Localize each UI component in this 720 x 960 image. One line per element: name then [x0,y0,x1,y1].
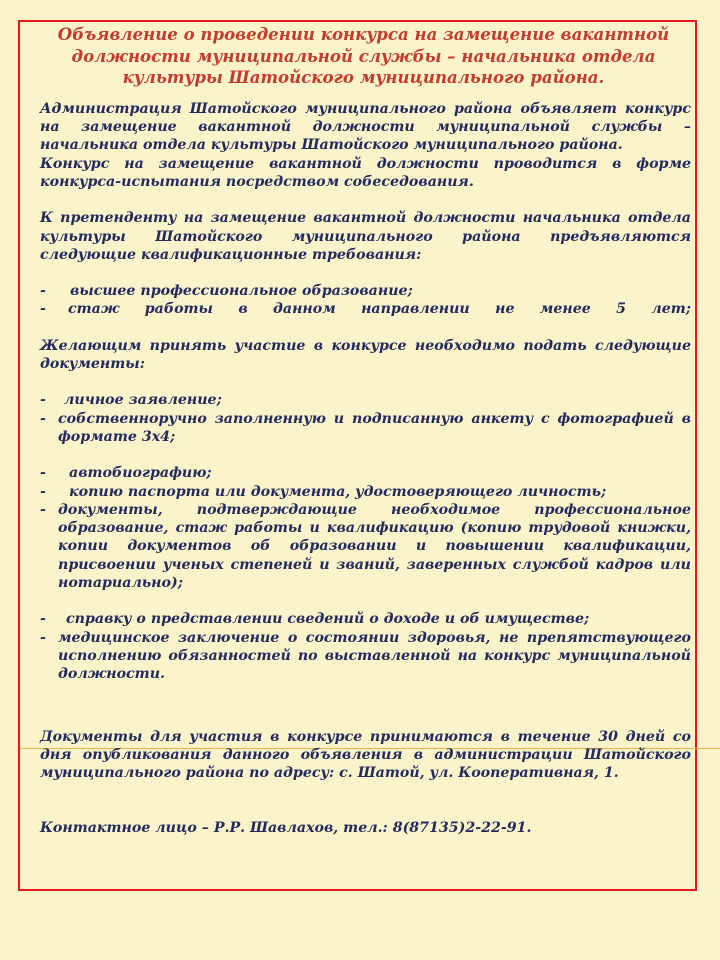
document-item [40,464,691,482]
document-text: собственноручно заполненную и подписанную анкету с фотографией в формате 3х4; [58,410,691,445]
bullet-dash: - [40,483,46,500]
requirement-item [40,300,691,318]
documents-intro: Желающим принять участие в конкурсе необходимо подать следующие документы: [40,337,691,373]
requirement-text: стаж работы в данном направлении не менее 5 лет; [68,301,691,318]
bullet-dash: - [40,629,46,646]
requirements-intro: К претенденту на замещение вакантной должности начальника отдела культуры Шатойского муниципального района предъявляются следующие квалификационные требования: [40,210,691,263]
intro-paragraph: Конкурс на замещение вакантной должности проводится в форме конкурса-испытания посредством собеседования. [40,155,691,190]
document-item [40,629,691,684]
requirement-item [40,282,691,300]
document-text: медицинское заключение о состоянии здоровья, не препятствующего исполнению обязанностей по выставленной на конкурс муниципальной должности. [58,629,691,683]
document-text: документы, подтверждающие необходимое профессиональное образование, стаж работы и квалификацию (копию трудовой книжки, копии документов об образовании и повышении квалификации, присвоении ученых степеней и званий, заверенных службой кадров или нотариально); [58,501,691,592]
bullet-dash: - [40,392,46,409]
document-text: копию паспорта или документа, удостоверяющего личность; [69,483,607,500]
bullet-dash: - [40,301,46,318]
document-text: личное заявление; [64,392,222,409]
document-item [40,501,691,592]
document-item [40,610,691,628]
bullet-dash: - [40,465,46,482]
bullet-dash: - [40,611,46,628]
document-text: автобиографию; [69,465,212,482]
announcement-content [40,24,691,838]
bullet-dash: - [40,283,46,300]
document-item [40,483,691,501]
document-text: справку о представлении сведений о доходе и об имуществе; [66,611,590,628]
announcement-title: Объявление о проведении конкурса на замещение вакантной должности муниципальной службы – начальника отдела культуры Шатойского муниципального района. [57,24,670,88]
bullet-dash: - [40,501,46,518]
contact-line: Контактное лицо – Р.Р. Шавлахов, тел.: 8(87135)2-22-91. [40,820,532,837]
requirement-text: высшее профессиональное образование; [70,283,413,300]
document-item [40,410,691,447]
document-item [40,391,691,409]
submission-paragraph: Документы для участия в конкурсе принимаются в течение 30 дней со дня опубликования данного объявления в администрации Шатойского муниципального района по адресу: с. Шатой, ул. Кооперативная, 1. [40,728,691,782]
bullet-dash: - [40,410,46,427]
intro-paragraph: Администрация Шатойского муниципального района объявляет конкурс на замещение вакантной должности муниципальной службы – начальника отдела культуры Шатойского муниципального района. [40,100,691,154]
